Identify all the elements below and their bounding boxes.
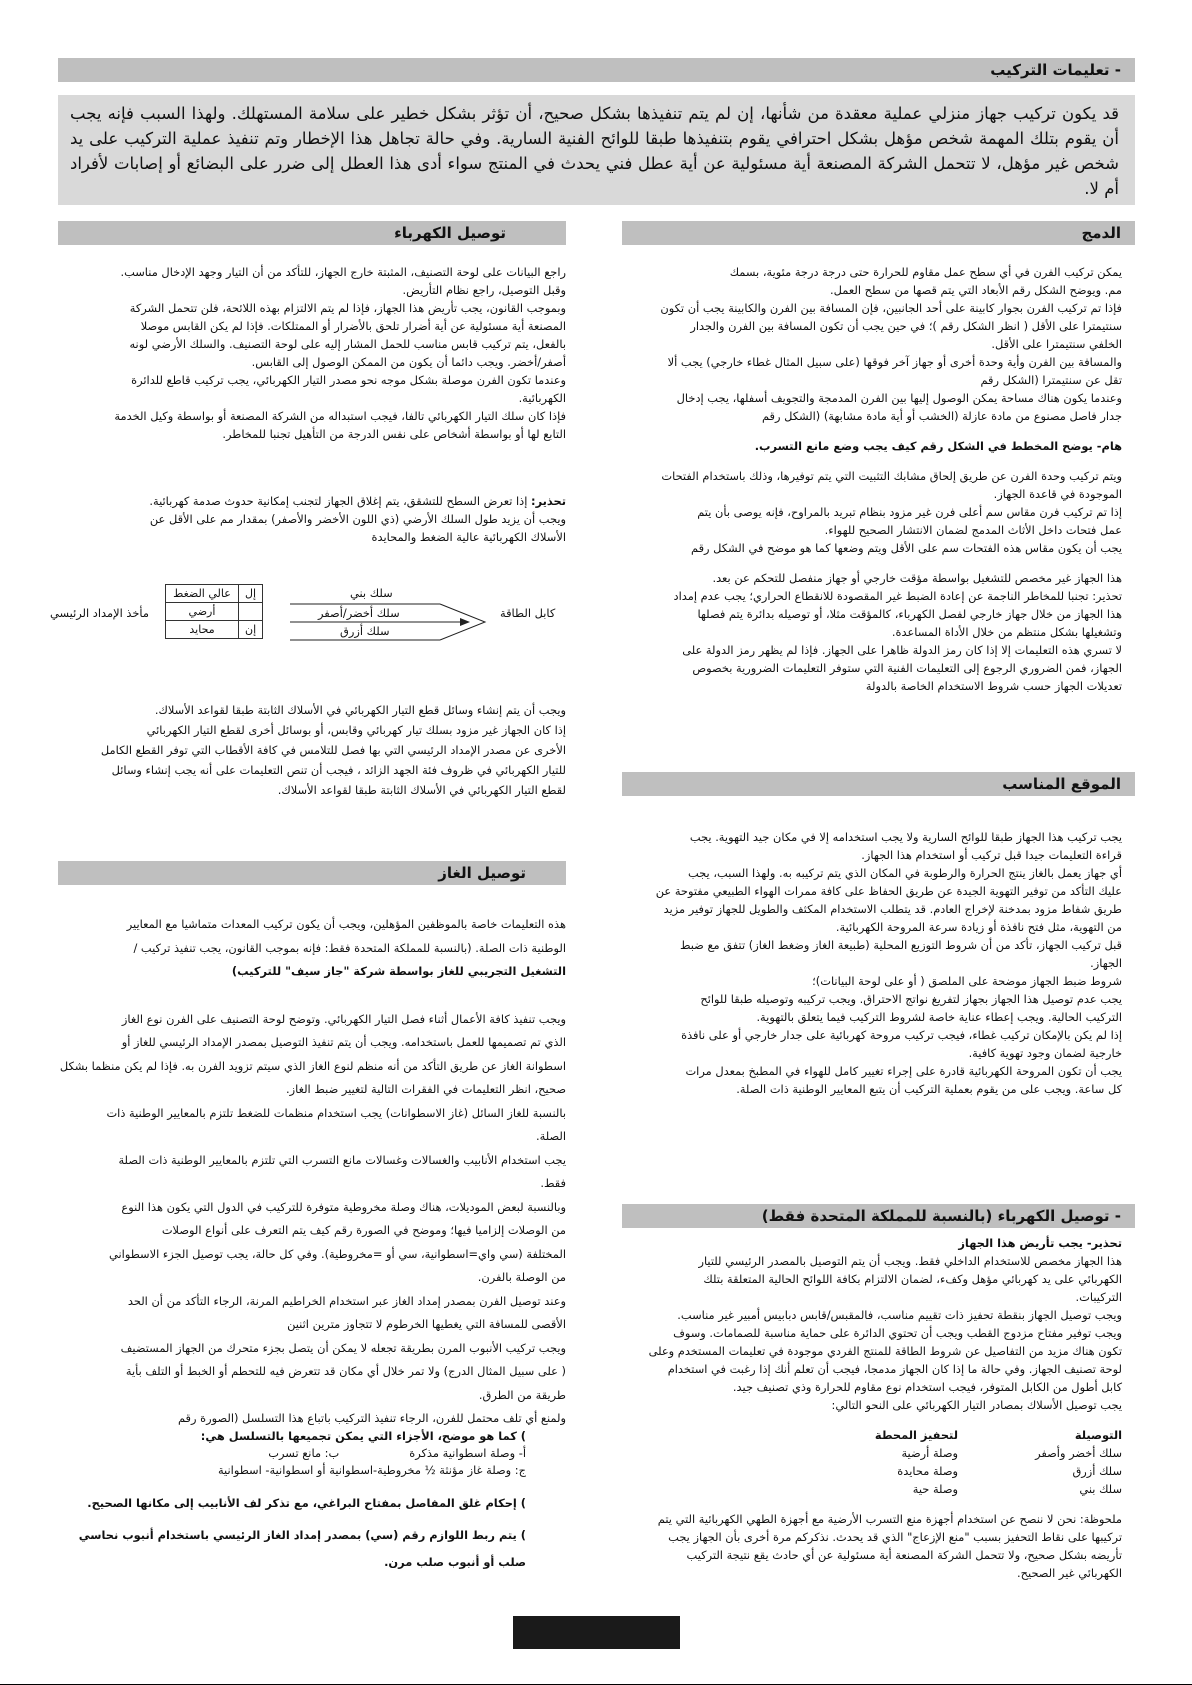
integration-line: هذا الجهاز من خلال جهاز خارجي لفصل الكهرباء، كالمؤقت مثلا، أو توصيله بدائرة يتم فصلها bbox=[697, 607, 1122, 621]
electric-line: فإذا كان سلك التيار الكهربائي تالفا، فيجب استبداله من الشركة المصنعة أو بواسطة وكيل الخدمة bbox=[114, 409, 566, 423]
cable-label: كابل الطاقة bbox=[500, 606, 556, 620]
integration-line: فإذا تم تركيب الفرن بجوار كابينة على أحد الجانبين، فإن المسافة بين الفرن والكابينة يجب أن تكون bbox=[660, 301, 1122, 315]
location-line: أي جهاز يعمل بالغاز ينتج الحرارة والرطوبة في المكان الذي يتم تركيبه به. ولهذا السبب، يجب bbox=[688, 866, 1122, 880]
gas-line: التشغيل التجريبي للغاز بواسطة شركة "جاز سيف" للتركيب) bbox=[231, 964, 566, 978]
gas-line: اسطوانة الغاز عن طريق التأكد من أنه منظم لنوع الغاز الذي سيتم تزويد الفرن به. فإذا لم يكن منظما بشكل bbox=[59, 1058, 566, 1073]
wiring-term: وصلة حية bbox=[912, 1482, 958, 1496]
location-title-bar bbox=[622, 772, 1135, 796]
location-line: كل ساعة. ويجب على من يقوم بعملية التركيب أن يتبع المعايير الوطنية ذات الصلة. bbox=[736, 1082, 1122, 1096]
outlet-label: مأخذ الإمداد الرئيسي bbox=[50, 606, 149, 620]
uk-line: يجب توصيل الأسلاك بمصادر التيار الكهربائي على النحو التالي: bbox=[831, 1398, 1122, 1412]
integration-line: عمل فتحات داخل الأثاث المدمج لضمان الانتشار الصحيح للهواء. bbox=[824, 523, 1122, 537]
location-line: يجب أن تكون المروحة الكهربائية قادرة على إجراء تغيير كامل للهواء في المطبخ بمعدل مرات bbox=[685, 1064, 1122, 1078]
part-a: أ- وصلة اسطوانية مذكرة bbox=[409, 1446, 526, 1460]
term-header: لتحفيز المحطة bbox=[874, 1428, 958, 1442]
integration-line: إذا تم تركيب فرن مقاس سم أعلى فرن غير مزود بنظام تبريد بالمراوح، فإنه يوصى بأن يتم bbox=[697, 505, 1122, 519]
uk-line: ويجب توصيل الجهاز بنقطة تحفيز ذات تقييم مناسب، فالمقبس/قابس دبابيس أمبير غير مناسب. bbox=[677, 1308, 1122, 1322]
terminal-empty bbox=[239, 603, 263, 621]
terminal-l: إل bbox=[239, 585, 263, 603]
location-line: يجب عدم توصيل هذا الجهاز بجهاز لتفريغ نواتج الاحتراق. ويجب تركيبه وتوصيله طبقا للوائح bbox=[700, 992, 1122, 1006]
integration-line: يمكن تركيب الفرن في أي سطح عمل مقاوم للحرارة حتى درجة درجة مئوية، بسمك bbox=[729, 265, 1122, 279]
electric-title: توصيل الكهرباء bbox=[394, 224, 506, 242]
location-line: قراءة التعليمات جيدا قبل تركيب أو استخدام هذا الجهاز. bbox=[861, 848, 1122, 862]
terminal-table bbox=[165, 584, 263, 639]
integration-line: تعديلات الجهاز حسب شروط الاستخدام الخاصة بالدولة bbox=[865, 679, 1122, 693]
electric-body-2 bbox=[58, 700, 566, 800]
wiring-list bbox=[802, 1426, 1122, 1498]
terminal-live: عالي الضغط bbox=[166, 585, 239, 603]
uk-note-line: تأريضه بشكل صحيح، ولا تتحمل الشركة المصنعة أية مسئولية عن أي حادث يقع نتيجة التركيب bbox=[686, 1548, 1122, 1562]
location-line: طريق شفاط مزود بمدخنة لإخراج العادم. قد يتطلب الاستخدام المكثف والطويل للجهاز توفير مزيد bbox=[663, 902, 1122, 916]
uk-line: هذا الجهاز مخصص للاستخدام الداخلي فقط. ويجب أن يتم التوصيل بالمصدر الرئيسي للتيار bbox=[698, 1254, 1122, 1268]
uk-line: تكون هناك مزيد من التفاصيل عن شروط الطاقة للمنتج الفردي موجودة في تعليمات المستخدم وعلى bbox=[648, 1344, 1122, 1358]
uk-line: كابل أطول من الكابل المتوفر، فيجب استخدام نوع مقاوم للحرارة وذي تصنيف جيد. bbox=[732, 1380, 1122, 1394]
electric-line: إذا كان الجهاز غير مزود بسلك تيار كهربائي وقابس، أو بوسائل أخرى لقطع التيار الكهربائي bbox=[146, 723, 566, 737]
wire-blue: سلك أزرق bbox=[340, 624, 390, 638]
electric-line: وعندما تكون الفرن موصلة بشكل موجه نحو مصدر التيار الكهربائي، يجب تركيب قاطع للدائرة bbox=[131, 373, 566, 387]
integration-body bbox=[622, 263, 1122, 695]
integration-line: يجب أن يكون مقاس هذه الفتحات سم على الأقل ويتم وضعها كما هو موضح في الشكل رقم bbox=[690, 541, 1122, 555]
part-b: ب: مانع تسرب bbox=[268, 1446, 340, 1460]
electric-line: الأخرى عن مصدر الإمداد الرئيسي التي بها فصل للتلامس في كافة الأقطاب التي توفر القطع الكامل bbox=[100, 743, 566, 757]
electric-line: للتيار الكهربائي في ظروف فئة الجهد الزائد ، فيجب أن تنص التعليمات على أنه يجب إنشاء وسائل bbox=[111, 763, 566, 777]
electric-warning bbox=[58, 492, 566, 546]
integration-line: تحذير: تجنبا للمخاطر الناجمة عن إعادة الضبط غير المقصودة للانقطاع الحراري؛ يجب عدم إمداد bbox=[673, 589, 1122, 603]
uk-title: - توصيل الكهرباء (بالنسبة للمملكة المتحدة فقط) bbox=[761, 1207, 1121, 1225]
electric-title-bar bbox=[58, 221, 566, 245]
warning-line: إذا تعرض السطح للتشقق، يتم إغلاق الجهاز لتجنب إمكانية حدوث صدمة كهربائية. bbox=[149, 494, 528, 508]
electric-line: بالفعل، يتم تركيب قابس مناسب للحمل المشار إليه على لوحة التصنيف. والسلك الأرضي لونه bbox=[129, 337, 566, 351]
electric-line: الكهربائية. bbox=[518, 391, 566, 405]
uk-line: ويجب توفير مفتاح مزدوج القطب ويجب أن تحتوي الدائرة على حماية مناسبة للصمامات. وسوف bbox=[673, 1326, 1122, 1340]
gas-line: من الوصلات إلزاميا فيها؛ وموضح في الصورة رقم كيف يتم التعرف على أنواع الوصلات bbox=[161, 1223, 566, 1237]
part-c: ج: وصلة غاز مؤنثة ½ مخروطية-اسطوانية أو اسطوانية- اسطوانية bbox=[217, 1463, 526, 1477]
gas-title-bar bbox=[58, 861, 566, 885]
wiring-diagram bbox=[50, 578, 570, 654]
electric-line: لقطع التيار الكهربائي في الأسلاك الثابتة طبقا لقواعد الأسلاك. bbox=[277, 783, 566, 797]
integration-line: وتشغيلها بشكل منتظم من خلال الأداة المساعدة. bbox=[891, 625, 1122, 639]
location-line: من التهوية، مثل فتح نافذة أو زيادة سرعة المروحة الكهربائية. bbox=[835, 920, 1122, 934]
gas-parts bbox=[58, 1428, 566, 1576]
warning-label: تحذير: bbox=[531, 494, 566, 508]
uk-line: الكهربائي على يد كهربائي مؤهل وكفء، لضمان الالتزام بكافة اللوائح الحالية المتعلقة بتلك bbox=[703, 1272, 1122, 1286]
integration-line: مم. ويوضح الشكل رقم الأبعاد التي يتم قصها من سطح العمل. bbox=[830, 283, 1122, 297]
gas-line: صحيح، انظر التعليمات في الفقرات التالية لتغيير ضبط الغاز. bbox=[285, 1082, 566, 1096]
gas-line: طريقة من الطرق. bbox=[478, 1387, 566, 1402]
gas-line: ( على سبيل المثال الدرج) ولا تمر خلال أي مكان قد تتعرض فيه للتحطم أو الخبط أو التلف بأية bbox=[125, 1364, 566, 1378]
gas-line: بالنسبة للغاز السائل (غاز الاسطوانات) يجب استخدام منظمات للضغط تلتزم بالمعايير الوطنية ذات bbox=[106, 1105, 566, 1120]
location-title: الموقع المناسب bbox=[1002, 775, 1121, 793]
parts-heading: ) كما هو موضح، الأجزاء التي يمكن تجميعها بالتسلسل هي: bbox=[200, 1429, 526, 1443]
terminal-n: إن bbox=[239, 621, 263, 639]
integration-line: هذا الجهاز غير مخصص للتشغيل بواسطة مؤقت خارجي أو جهاز منفصل للتحكم عن بعد. bbox=[712, 571, 1122, 585]
uk-note-line: ملحوظة: نحن لا ننصح عن استخدام أجهزة منع التسرب الأرضية مع أجهزة الطهي الكهربائية التي يتم bbox=[657, 1512, 1122, 1526]
uk-line: التركيبات. bbox=[1075, 1290, 1122, 1304]
gas-line: ويجب تنفيذ كافة الأعمال أثناء فصل التيار الكهربائي. وتوضح لوحة التصنيف على الفرن نوع الغاز bbox=[121, 1011, 566, 1026]
location-line: عليك التأكد من توفير التهوية الجيدة عن طريق الحفاظ على كافة ممرات الهواء الطبيعي مفتوحة عن bbox=[655, 884, 1122, 898]
wiring-row bbox=[802, 1444, 1122, 1462]
integration-line: سنتيمترا على الأقل ( انظر الشكل رقم )؛ في حين يجب أن تكون المسافة بين الفرن والجدار bbox=[690, 319, 1122, 333]
terminal-earth: أرضي bbox=[166, 603, 239, 621]
page-number-box bbox=[513, 1616, 680, 1649]
integration-line: الجهاز، فمن الضروري الرجوع إلى التعليمات الفنية التي ستوفر التعليمات الضرورية بخصوص bbox=[692, 661, 1122, 675]
wiring-row bbox=[802, 1480, 1122, 1498]
location-line: التركيب الحالية. ويجب إعطاء عناية خاصة لشروط التركيب فيما يتعلق بالتهوية. bbox=[756, 1010, 1122, 1024]
wire-brown: سلك بني bbox=[350, 586, 393, 600]
gas-line: من الوصلة بالفرن. bbox=[477, 1270, 566, 1284]
integration-line: تقل عن سنتيمترا (الشكل رقم bbox=[980, 373, 1122, 387]
electric-line: أصفر/أخضر. ويجب دائما أن يكون من الممكن الوصول إلى القابس. bbox=[251, 355, 566, 369]
gas-line: الصلة. bbox=[535, 1129, 566, 1143]
connect-step: ) يتم ربط اللوازم رقم (سي) بمصدر إمداد الغاز الرئيسي باستخدام أنبوب نحاسي صلب أو أنبوب صلب مرن. bbox=[78, 1528, 526, 1569]
integration-title: الدمج bbox=[1081, 224, 1121, 242]
location-body bbox=[622, 828, 1122, 1098]
gas-line: ويجب تركيب الأنبوب المرن بطريقة تجعله لا يمكن أن يتصل بجزء متحرك من الجهاز المستضيف bbox=[120, 1340, 566, 1355]
electric-line: وقبل التوصيل، راجع نظام التأريض. bbox=[402, 283, 566, 297]
integration-title-bar bbox=[622, 221, 1135, 245]
integration-line: وعندما يكون هناك مساحة يمكن الوصول إليها بين الفرن المدمجة والتجويف أسفلها، يجب إدخال bbox=[676, 391, 1122, 405]
location-line: إذا لم يكن بالإمكان تركيب غطاء، فيجب تركيب مروحة كهربائية على جدار خارجي أو على نافذة bbox=[681, 1028, 1122, 1042]
integration-line: لا تسري هذه التعليمات إلا إذا كان رمز الدولة ظاهرا على الجهاز. فإذا لم يظهر رمز الدولة على bbox=[682, 643, 1122, 657]
gas-line: الذي تم تصميمها للعمل باستخدامه. ويجب أن يتم تنفيذ التوصيل بمصدر الإمداد الرئيسي للغاز أو bbox=[121, 1035, 566, 1049]
wiring-conn: سلك بني bbox=[1079, 1482, 1122, 1496]
gas-line: الأقصى للمسافة التي يغطيها الخرطوم لا تتجاوز مترين اثنين bbox=[287, 1317, 566, 1331]
gas-line: الوطنية ذات الصلة. (بالنسبة للمملكة المتحدة فقط: فإنه بموجب القانون، يجب تنفيذ تركيب / bbox=[133, 940, 566, 955]
tighten-step: ) إحكام غلق المفاصل بمفتاح البراغي، مع تذكر لف الأنابيب إلى مكانها الصحيح. bbox=[87, 1496, 526, 1510]
install-intro: قد يكون تركيب جهاز منزلي عملية معقدة من شأنها، إن لم يتم تنفيذها بشكل صحيح، أن تؤثر بشكل خطير على سلامة المستهلك. ولهذا السبب فإنه يجب أن يقوم بتلك المهمة شخص مؤهل بشكل احترافي يقوم بتنفيذها طبقا للوائح الفنية السارية. وفي حالة تجاهل هذا الإخطار وتم تنفيذ عملية التركيب على يد شخص غير مؤهل، لا تتحمل الشركة المصنعة أية مسئولية عن أية عطل فني يحدث في المنتج سواء أدى هذا العطل إلى ضرر على البضائع أو إصابات لأفراد أم لا. bbox=[58, 95, 1135, 205]
integration-line: الخلفي سنتيمترا على الأقل. bbox=[991, 337, 1122, 351]
electric-line: التابع لها أو بواسطة أشخاص على نفس الدرجة من التأهيل تجنبا للمخاطر. bbox=[222, 427, 566, 441]
integration-line: جدار فاصل مصنوع من مادة عازلة (الخشب أو أية مادة مشابهة) (الشكل رقم bbox=[761, 409, 1122, 423]
warning-line: الأسلاك الكهربائية عالية الضغط والمحايدة bbox=[371, 530, 566, 544]
electric-body bbox=[58, 263, 566, 443]
gas-line: وعند توصيل الفرن بمصدر إمداد الغاز عبر استخدام الخراطيم المرنة، الرجاء التأكد من أن الحد bbox=[127, 1293, 566, 1308]
uk-note-line: تركيبها على نقاط التحفيز بسبب "منع الإزعاج" الذي قد يحدث. نذكركم مرة أخرى بأن الجهاز يجب bbox=[668, 1530, 1122, 1544]
location-line: يجب تركيب هذا الجهاز طبقا للوائح السارية ولا يجب استخدامه إلا في مكان جيد التهوية. يجب bbox=[689, 830, 1122, 844]
conn-header: التوصيلة bbox=[1074, 1428, 1122, 1442]
gas-line: المختلفة (سي واي=اسطوانية، سي أو =مخروطية). وفي كل حالة، يجب توصيل الجزء الاسطواني bbox=[108, 1246, 566, 1261]
location-line: خارجية لضمان وجود تهوية كافية. bbox=[968, 1046, 1122, 1060]
uk-warning: تحذير- يجب تأريض هذا الجهاز bbox=[958, 1236, 1122, 1250]
terminal-neutral: محايد bbox=[166, 621, 239, 639]
integration-line: ويتم تركيب وحدة الفرن عن طريق إلحاق مشابك التثبيت التي يتم توفيرها، وذلك باستخدام الفتحات bbox=[661, 469, 1122, 483]
uk-body bbox=[622, 1234, 1122, 1582]
location-line: قبل تركيب الجهاز، تأكد من أن شروط التوزيع المحلية (طبيعة الغاز وضغط الغاز) تتفق مع ضبط bbox=[679, 938, 1122, 952]
wiring-conn: سلك أزرق bbox=[1072, 1464, 1122, 1478]
integration-line: والمسافة بين الفرن وأية وحدة أخرى أو جهاز آخر فوقها (على سبيل المثال غطاء خارجي) يجب ألا bbox=[667, 355, 1122, 369]
integration-line: الموجودة في قاعدة الجهاز. bbox=[993, 487, 1122, 501]
location-line: شروط ضبط الجهاز موضحة على الملصق ( أو على لوحة البيانات)؛ bbox=[812, 974, 1122, 988]
gas-line: وبالنسبة لبعض الموديلات، هناك وصلة مخروطية متوفرة للتركيب في الدول التي يكون هذا النوع bbox=[121, 1199, 566, 1214]
electric-line: المصنعة أية مسئولية عن أية أضرار تلحق بالأضرار أو الممتلكات. فإذا لم يكن القابس موصلا bbox=[140, 319, 566, 333]
integration-important: هام- يوضح المخطط في الشكل رقم كيف يجب وضع مانع التسرب. bbox=[754, 439, 1122, 453]
uk-title-bar bbox=[622, 1204, 1135, 1228]
gas-title: توصيل الغاز bbox=[438, 864, 526, 882]
gas-line: هذه التعليمات خاصة بالموظفين المؤهلين، ويجب أن يكون تركيب المعدات متماشيا مع المعايير bbox=[126, 917, 566, 931]
uk-line: لوحة تصنيف الجهاز. وفي حالة ما إذا كان الجهاز مدمجا، فيجب أن تعلم أنك إذا رغبت في استخدام bbox=[667, 1362, 1122, 1376]
wiring-term: وصلة أرضية bbox=[901, 1446, 958, 1460]
wiring-row bbox=[802, 1462, 1122, 1480]
gas-line: فقط. bbox=[540, 1176, 566, 1190]
install-title: - تعليمات التركيب bbox=[990, 61, 1121, 79]
location-line: الجهاز. bbox=[1090, 956, 1122, 970]
gas-line: يجب استخدام الأنابيب والغسالات وغسالات مانع التسرب التي تلتزم بالمعايير الوطنية ذات الصلة bbox=[118, 1152, 566, 1167]
gas-body bbox=[58, 913, 566, 1431]
warning-line: ويجب أن يزيد طول السلك الأرضي (ذي اللون الأخضر والأصفر) بمقدار مم على الأقل عن bbox=[149, 512, 566, 526]
electric-line: ويجب أن يتم إنشاء وسائل قطع التيار الكهربائي في الأسلاك الثابتة طبقا لقواعد الأسلاك. bbox=[154, 703, 566, 717]
wire-green-yellow: سلك أخضر/أصفر bbox=[318, 606, 400, 620]
install-title-bar bbox=[58, 58, 1135, 82]
wiring-term: وصلة محايدة bbox=[897, 1464, 958, 1478]
wiring-conn: سلك أخضر وأصفر bbox=[1035, 1446, 1122, 1460]
uk-note-line: الكهربائي غير الصحيح. bbox=[1017, 1566, 1122, 1580]
electric-line: راجع البيانات على لوحة التصنيف، المثبتة خارج الجهاز، للتأكد من أن التيار وجهد الإدخال مناسب. bbox=[120, 265, 566, 279]
electric-line: وبموجب القانون، يجب تأريض هذا الجهاز، فإذا لم يتم الالتزام بهذه اللائحة، فلن تتحمل الشركة bbox=[129, 301, 566, 315]
gas-line: ولمنع أي تلف محتمل للفرن، الرجاء تنفيذ التركيب باتباع هذا التسلسل (الصورة رقم bbox=[177, 1411, 566, 1425]
